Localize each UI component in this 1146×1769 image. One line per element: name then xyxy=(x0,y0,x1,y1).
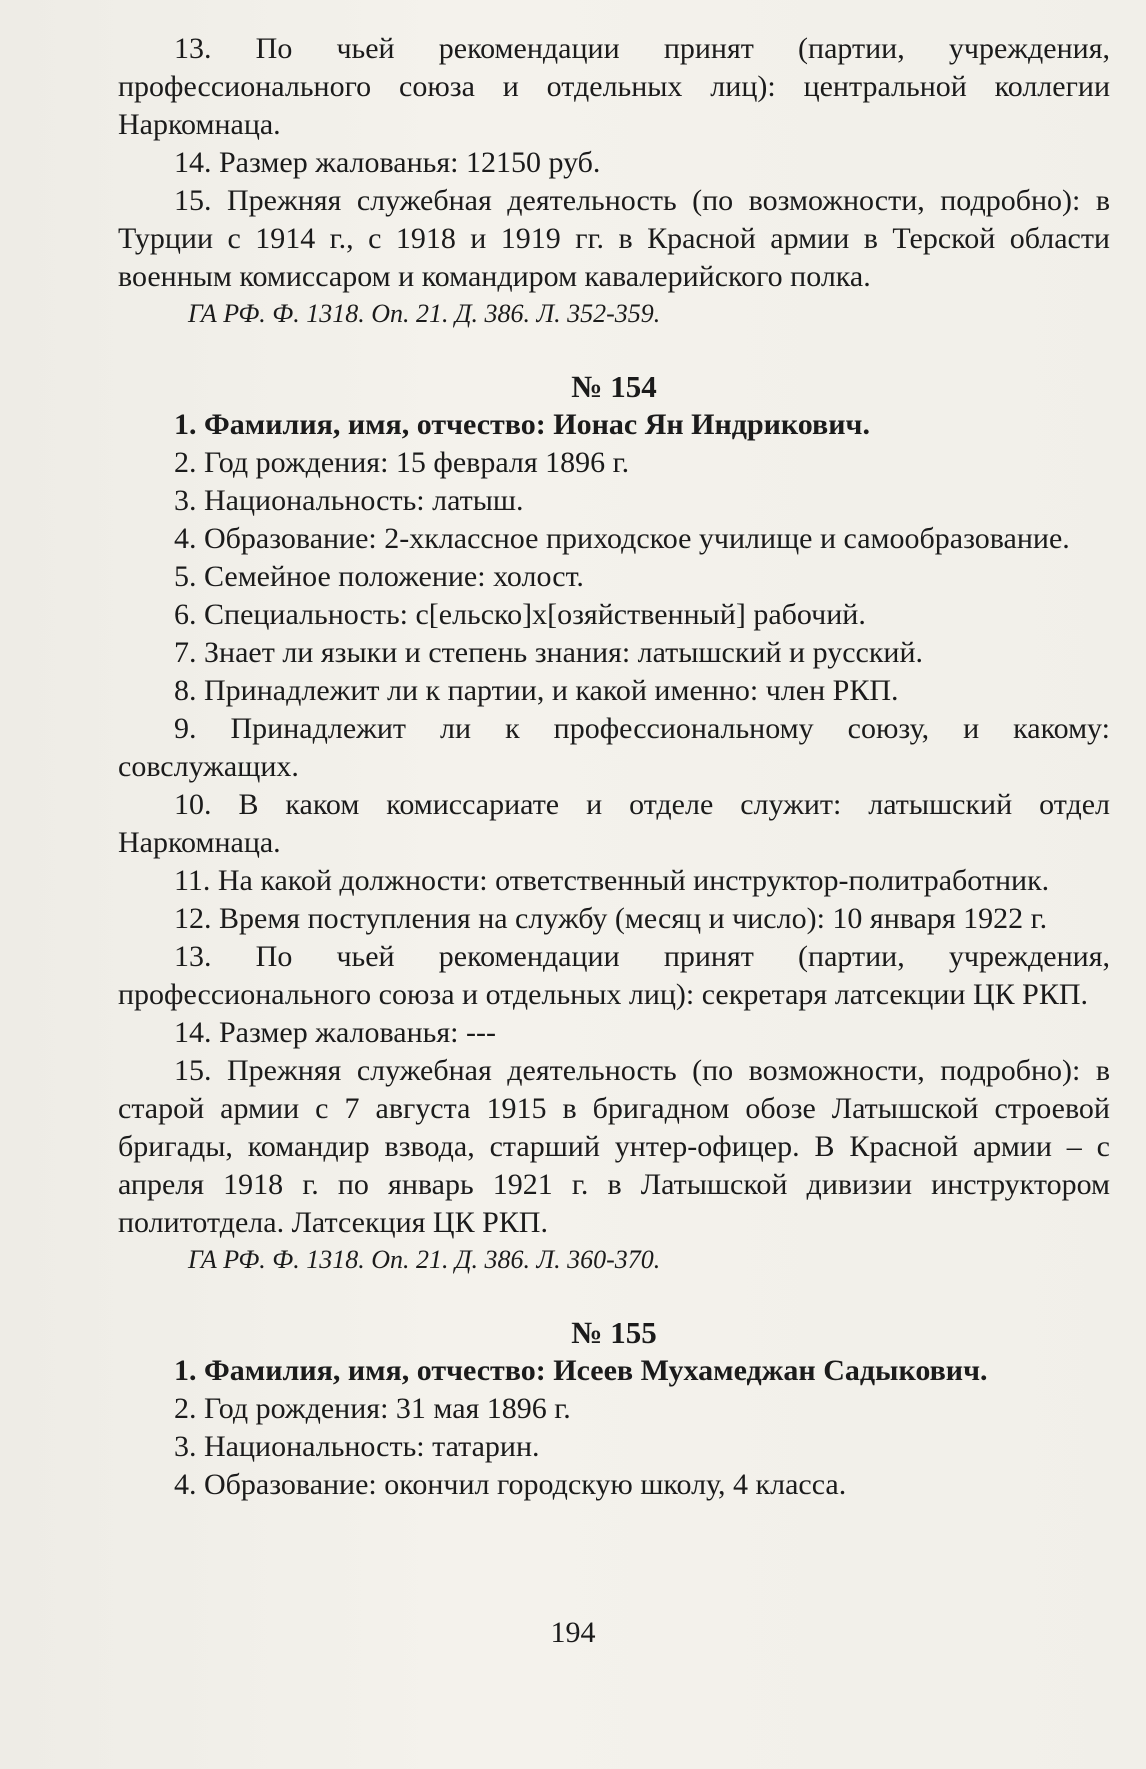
doc155-item-1: 1. Фамилия, имя, отчество: Исеев Мухамеджан Садыкович. xyxy=(174,1354,988,1387)
entry-item-15: 15. Прежняя служебная деятельность (по возможности, подробно): в Турции с 1914 г., с 1918 и 1919 гг. в Красной армии в Терской области военным комиссаром и командиром кавалерийского полка. xyxy=(118,184,1110,293)
entry-item-14: 14. Размер жалованья: 12150 руб. xyxy=(174,146,601,179)
doc154-item-10: 10. В каком комиссариате и отделе служит: латышский отдел Наркомнаца. xyxy=(118,788,1110,859)
doc154-item-13: 13. По чьей рекомендации принят (партии, учреждения, профессионального союза и отдельных лиц): секретаря латсекции ЦК РКП. xyxy=(118,940,1110,1011)
document-number-154: № 154 xyxy=(571,369,657,404)
doc154-item-5: 5. Семейное положение: холост. xyxy=(174,560,584,593)
doc154-item-2: 2. Год рождения: 15 февраля 1896 г. xyxy=(174,446,630,479)
doc154-item-12: 12. Время поступления на службу (месяц и число): 10 января 1922 г. xyxy=(174,902,1048,935)
doc155-item-4: 4. Образование: окончил городскую школу, 4 класса. xyxy=(174,1468,847,1501)
doc154-item-14: 14. Размер жалованья: --- xyxy=(174,1016,496,1049)
doc154-item-1: 1. Фамилия, имя, отчество: Ионас Ян Индрикович. xyxy=(174,408,870,441)
doc154-item-6: 6. Специальность: с[ельско]х[озяйственный] рабочий. xyxy=(174,598,866,631)
doc154-item-7: 7. Знает ли языки и степень знания: латышский и русский. xyxy=(174,636,924,669)
doc155-item-3: 3. Национальность: татарин. xyxy=(174,1430,540,1463)
doc154-item-9: 9. Принадлежит ли к профессиональному союзу, и какому: совслужащих. xyxy=(118,712,1110,783)
doc154-item-11: 11. На какой должности: ответственный инструктор-политработник. xyxy=(174,864,1050,897)
doc154-item-3: 3. Национальность: латыш. xyxy=(174,484,524,517)
archive-source: ГА РФ. Ф. 1318. Оп. 21. Д. 386. Л. 360-370. xyxy=(188,1245,661,1274)
page-content xyxy=(118,30,1110,1504)
archive-source: ГА РФ. Ф. 1318. Оп. 21. Д. 386. Л. 352-359. xyxy=(188,299,661,328)
document-number-155: № 155 xyxy=(571,1315,657,1350)
entry-item-13: 13. По чьей рекомендации принят (партии, учреждения, профессионального союза и отдельных лиц): центральной коллегии Наркомнаца. xyxy=(118,32,1110,141)
page-number: 194 xyxy=(550,1616,596,1649)
doc154-item-4: 4. Образование: 2-хклассное приходское училище и самообразование. xyxy=(174,522,1070,555)
doc155-item-2: 2. Год рождения: 31 мая 1896 г. xyxy=(174,1392,571,1425)
doc154-item-8: 8. Принадлежит ли к партии, и какой именно: член РКП. xyxy=(174,674,899,707)
doc154-item-15: 15. Прежняя служебная деятельность (по возможности, подробно): в старой армии с 7 августа 1915 в бригадном обозе Латышской строевой бригады, командир взвода, старший унтер-офицер. В Красной армии – с апреля 1918 г. по январь 1921 г. в Латышской дивизии инструктором политотдела. Латсекция ЦК РКП. xyxy=(118,1054,1110,1239)
